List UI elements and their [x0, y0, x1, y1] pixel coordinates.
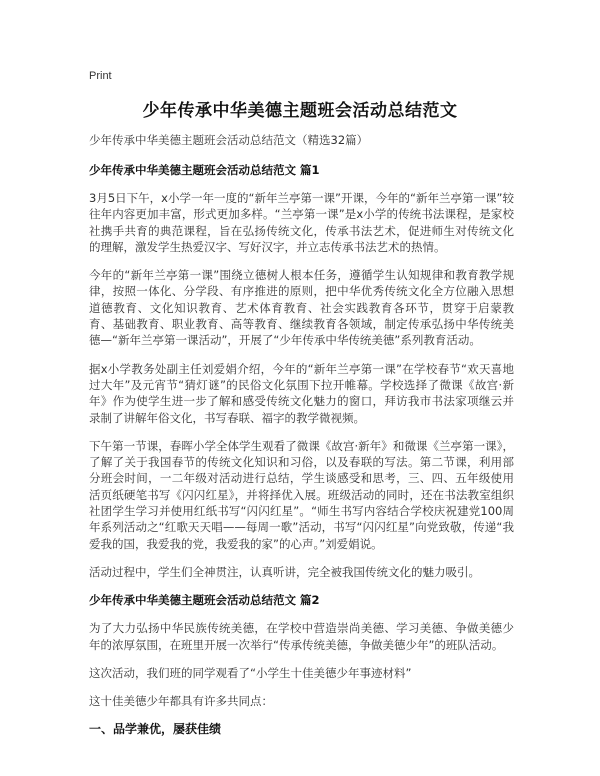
paragraph: 为了大力弘扬中华民族传统美德，在学校中营造崇尚美德、学习美德、争做美德少年的浓厚氛围，在班里开展一次举行“传承传统美德，争做美德少年”的班队活动。: [89, 621, 514, 652]
paragraph: 这十佳美德少年都具有许多共同点：: [89, 694, 273, 709]
paragraph: 3月5日下午，x小学一年一度的“新年兰亭第一课”开课，今年的“新年兰亭第一课”较往年内容更加丰富，形式更加多样。“兰亭第一课”是x小学的传统书法课程，是家校社携手共育的典范课程，旨在弘扬传统文化，传承书法艺术，促进师生对传统文化的理解，激发学生热爱汉字、写好汉字，并立志传承书法艺术的热情。: [89, 191, 514, 254]
paragraph: 这次活动，我们班的同学观看了“小学生十佳美德少年事迹材料”: [89, 665, 412, 680]
paragraph: 下午第一节课，春晖小学全体学生观看了微课《故宫·新年》和微课《兰亭第一课》，了解了关于我国春节的传统文化知识和习俗，以及春联的写法。第二节课，利用部分班会时间，一二年级对活动进行总结，学生谈感受和思考，三、四、五年级使用活页纸硬笔书写《闪闪红星》，并将择优入展。班级活动的同时，还在书法教室组织社团学生学习并使用红纸书写“闪闪红星”。“师生书写内容结合学校庆祝建党100周年系列活动之“红歌天天唱——每周一歌”活动，书写“闪闪红星”向党致敬，传递“我爱我的国，我爱我的党，我爱我的家”的心声。”刘爱娟说。: [89, 438, 514, 551]
section-heading-1: 少年传承中华美德主题班会活动总结范文 篇1: [89, 163, 320, 177]
paragraph: 据x小学教务处副主任刘爱娟介绍，今年的“新年兰亭第一课”在学校春节“欢天喜地过大年”及元宵节“猜灯谜”的民俗文化氛围下拉开帷幕。学校选择了微课《故宫·新年》作为使学生进一步了解和感受传统文化魅力的窗口，拜访我市书法家项继云并录制了讲解年俗文化，书写春联、福字的教学微视频。: [89, 361, 514, 425]
print-label[interactable]: Print: [89, 70, 112, 82]
subsection-heading: 一、品学兼优，屡获佳绩: [89, 722, 222, 737]
document-body: [89, 132, 514, 737]
section-heading-2: 少年传承中华美德主题班会活动总结范文 篇2: [89, 593, 320, 608]
document-subtitle: 少年传承中华美德主题班会活动总结范文（精选32篇）: [89, 133, 369, 147]
page-title: 少年传承中华美德主题班会活动总结范文: [142, 101, 458, 121]
paragraph: 活动过程中，学生们全神贯注，认真听讲，完全被我国传统文化的魅力吸引。: [89, 564, 480, 579]
paragraph: 今年的“新年兰亭第一课”围绕立德树人根本任务，遵循学生认知规律和教育教学规律，按照一体化、分学段、有序推进的原则，把中华优秀传统文化全方位融入思想道德教育、文化知识教育、艺术体育教育、社会实践教育各环节，贯穿于启蒙教育、基础教育、职业教育、高等教育、继续教育各领域，制定传承弘扬中华传统美德—“新年兰亭第一课活动”，开展了“少年传承中华传统美德”系列教育活动。: [89, 268, 514, 348]
